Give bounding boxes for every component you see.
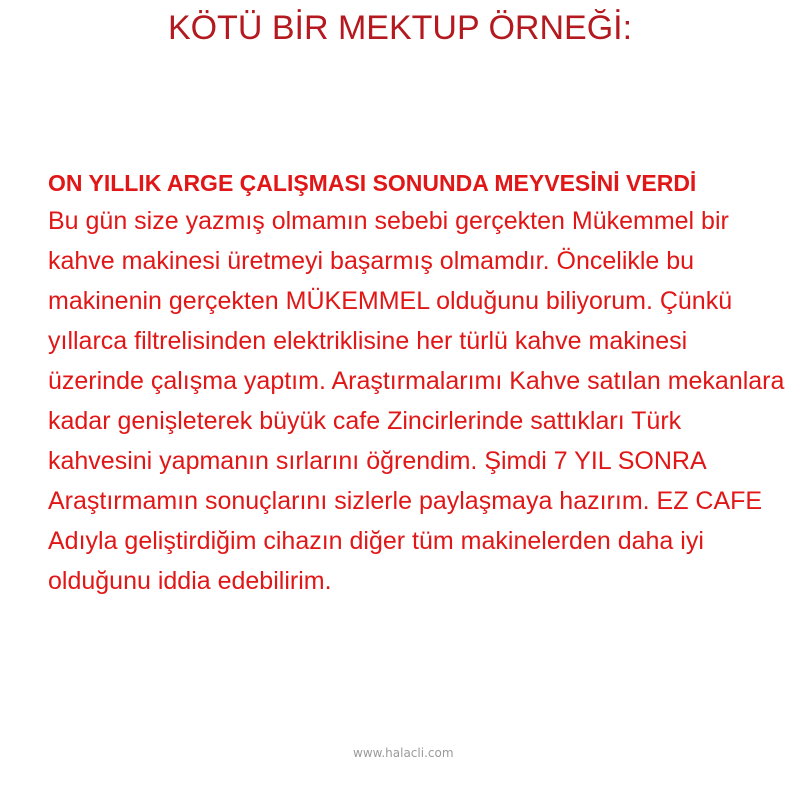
letter-line-7: kahvesini yapmanın sırlarını öğrendim. Şimdi 7 YIL SONRA [48, 447, 707, 475]
watermark-text: www.halacli.com [353, 746, 454, 760]
letter-line-6: kadar genişleterek büyük cafe Zincirlerinde sattıkları Türk [48, 407, 682, 435]
letter-line-3: makinenin gerçekten MÜKEMMEL olduğunu biliyorum. Çünkü [48, 287, 733, 315]
page-title: KÖTÜ BİR MEKTUP ÖRNEĞİ: [167, 9, 633, 47]
letter-line-5: üzerinde çalışma yaptım. Araştırmalarımı Kahve satılan mekanlara [48, 367, 785, 395]
letter-line-4: yıllarca filtrelisinden elektriklisine her türlü kahve makinesi [48, 327, 688, 355]
letter-heading: ON YILLIK ARGE ÇALIŞMASI SONUNDA MEYVESİNİ VERDİ [48, 170, 697, 196]
letter-line-1: Bu gün size yazmış olmamın sebebi gerçekten Mükemmel bir [48, 207, 729, 235]
letter-body [48, 166, 788, 604]
letter-line-8: Araştırmamın sonuçlarını sizlerle paylaşmaya hazırım. EZ CAFE [48, 487, 763, 515]
letter-line-2: kahve makinesi üretmeyi başarmış olmamdır. Öncelikle bu [48, 247, 695, 275]
letter-line-9: Adıyla geliştirdiğim cihazın diğer tüm makinelerden daha iyi [48, 527, 704, 555]
letter-line-10: olduğunu iddia edebilirim. [48, 567, 332, 595]
